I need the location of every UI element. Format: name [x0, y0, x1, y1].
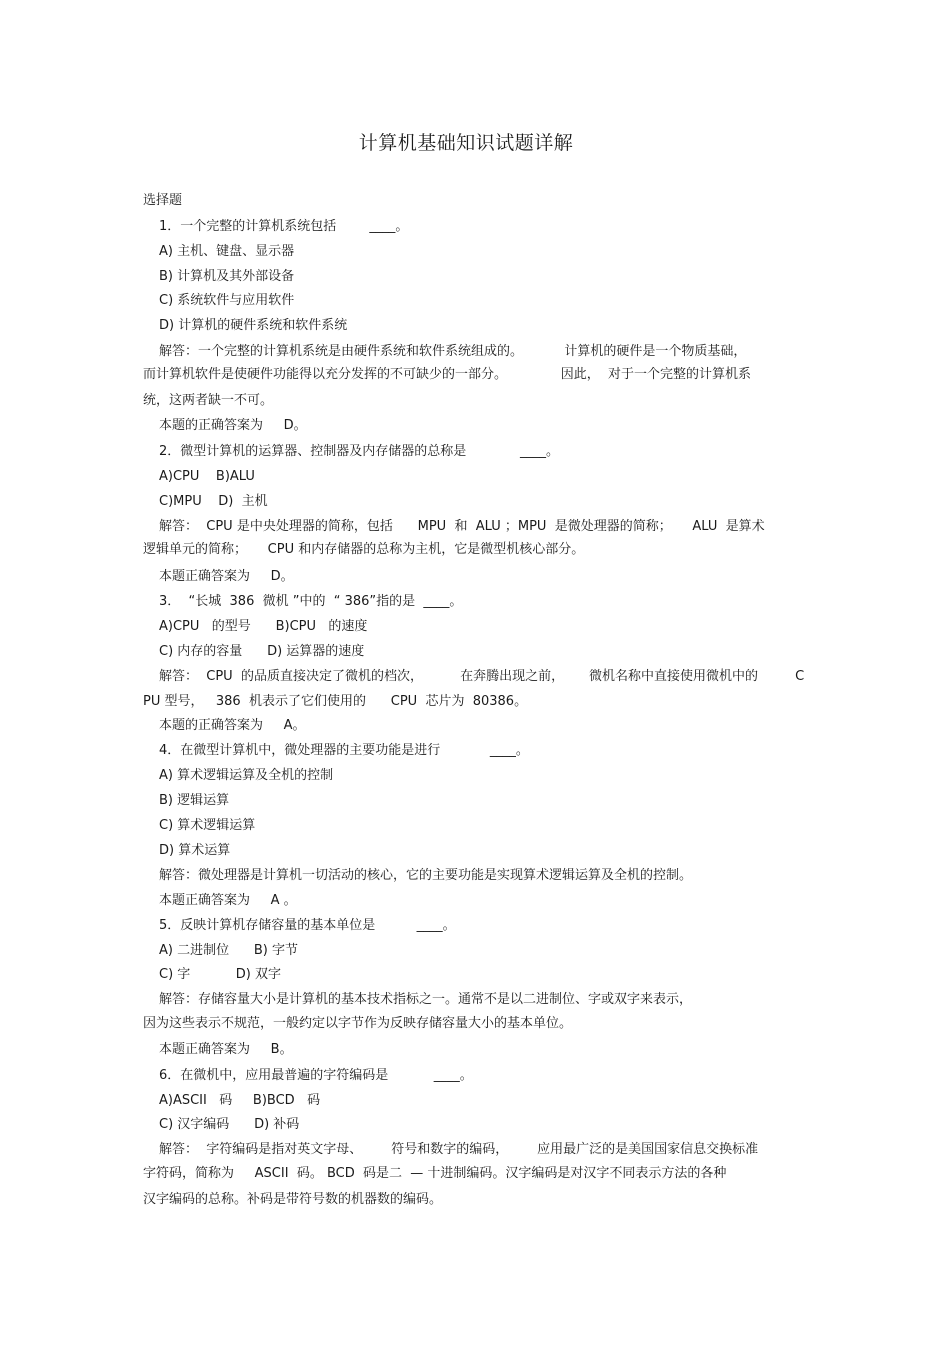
option-4a: A) 算术逻辑运算及全机的控制	[159, 768, 334, 783]
option-5ab: A) 二进制位 B) 字节	[159, 943, 299, 958]
explanation-2-line-2: 逻辑单元的简称； CPU 和内存储器的总称为主机，它是微型机核心部分。	[143, 542, 585, 557]
option-1a: A) 主机、键盘、显示器	[159, 244, 295, 259]
explanation-2-line-1: 解答： CPU 是中央处理器的简称，包括 MPU 和 ALU ；MPU 是微处理器的简称； ALU 是算术	[159, 519, 765, 534]
option-6ab: A)ASCII 码 B)BCD 码	[159, 1093, 321, 1108]
option-1d: D) 计算机的硬件系统和软件系统	[159, 318, 348, 333]
question-5: 5．反映计算机存储容量的基本单位是 ____。	[159, 918, 456, 933]
page-title: 计算机基础知识试题详解	[358, 132, 574, 154]
explanation-6-line-1: 解答： 字符编码是指对英文字母、 符号和数字的编码， 应用最广泛的是美国国家信息交换标准	[159, 1142, 759, 1157]
answer-2: 本题正确答案为 D。	[159, 569, 294, 584]
option-4c: C) 算术逻辑运算	[159, 818, 256, 833]
section-heading: 选择题	[143, 193, 183, 208]
option-4d: D) 算术运算	[159, 843, 231, 858]
option-3cd: C) 内存的容量 D) 运算器的速度	[159, 644, 365, 659]
explanation-1-line-2: 而计算机软件是使硬件功能得以充分发挥的不可缺少的一部分。 因此， 对于一个完整的计算机系	[143, 367, 751, 382]
option-1c: C) 系统软件与应用软件	[159, 293, 295, 308]
explanation-1-line-3: 统，这两者缺一不可。	[143, 393, 274, 408]
explanation-5-line-1: 解答：存储容量大小是计算机的基本技术指标之一。通常不是以二进制位、字或双字来表示，	[159, 992, 693, 1007]
explanation-6-line-3: 汉字编码的总称。补码是带符号数的机器数的编码。	[143, 1192, 443, 1207]
question-1: 1．一个完整的计算机系统包括 ____。	[159, 219, 409, 234]
option-3ab: A)CPU 的型号 B)CPU 的速度	[159, 619, 368, 634]
question-4: 4．在微型计算机中，微处理器的主要功能是进行 ____。	[159, 743, 529, 758]
option-1b: B) 计算机及其外部设备	[159, 269, 295, 284]
answer-4: 本题正确答案为 A 。	[159, 893, 297, 908]
answer-3: 本题的正确答案为 A。	[159, 718, 306, 733]
explanation-5-line-2: 因为这些表示不规范，一般约定以字节作为反映存储容量大小的基本单位。	[143, 1016, 573, 1031]
question-6: 6．在微机中，应用最普遍的字符编码是 ____。	[159, 1068, 473, 1083]
explanation-3-line-1: 解答： CPU 的品质直接决定了微机的档次， 在奔腾出现之前， 微机名称中直接使用微机中的 C	[159, 669, 805, 684]
question-3: 3． “长城 386 微机 ”中的 “ 386”指的是 ____。	[159, 594, 463, 609]
option-2ab: A)CPU B)ALU	[159, 469, 255, 484]
explanation-4: 解答：微处理器是计算机一切活动的核心，它的主要功能是实现算术逻辑运算及全机的控制。	[159, 868, 693, 883]
option-5cd: C) 字 D) 双字	[159, 967, 281, 982]
question-2: 2．微型计算机的运算器、控制器及内存储器的总称是 ____。	[159, 444, 559, 459]
explanation-1-line-1: 解答：一个完整的计算机系统是由硬件系统和软件系统组成的。 计算机的硬件是一个物质基础，	[159, 344, 747, 359]
explanation-6-line-2: 字符码，简称为 ASCII 码。 BCD 码是二 — 十进制编码。汉字编码是对汉字不同表示方法的各种	[143, 1166, 727, 1181]
answer-1: 本题的正确答案为 D。	[159, 418, 307, 433]
answer-5: 本题正确答案为 B。	[159, 1042, 293, 1057]
option-4b: B) 逻辑运算	[159, 793, 230, 808]
explanation-3-line-2: PU 型号， 386 机表示了它们使用的 CPU 芯片为 80386。	[143, 694, 528, 709]
option-6cd: C) 汉字编码 D) 补码	[159, 1117, 300, 1132]
option-2cd: C)MPU D) 主机	[159, 494, 268, 509]
